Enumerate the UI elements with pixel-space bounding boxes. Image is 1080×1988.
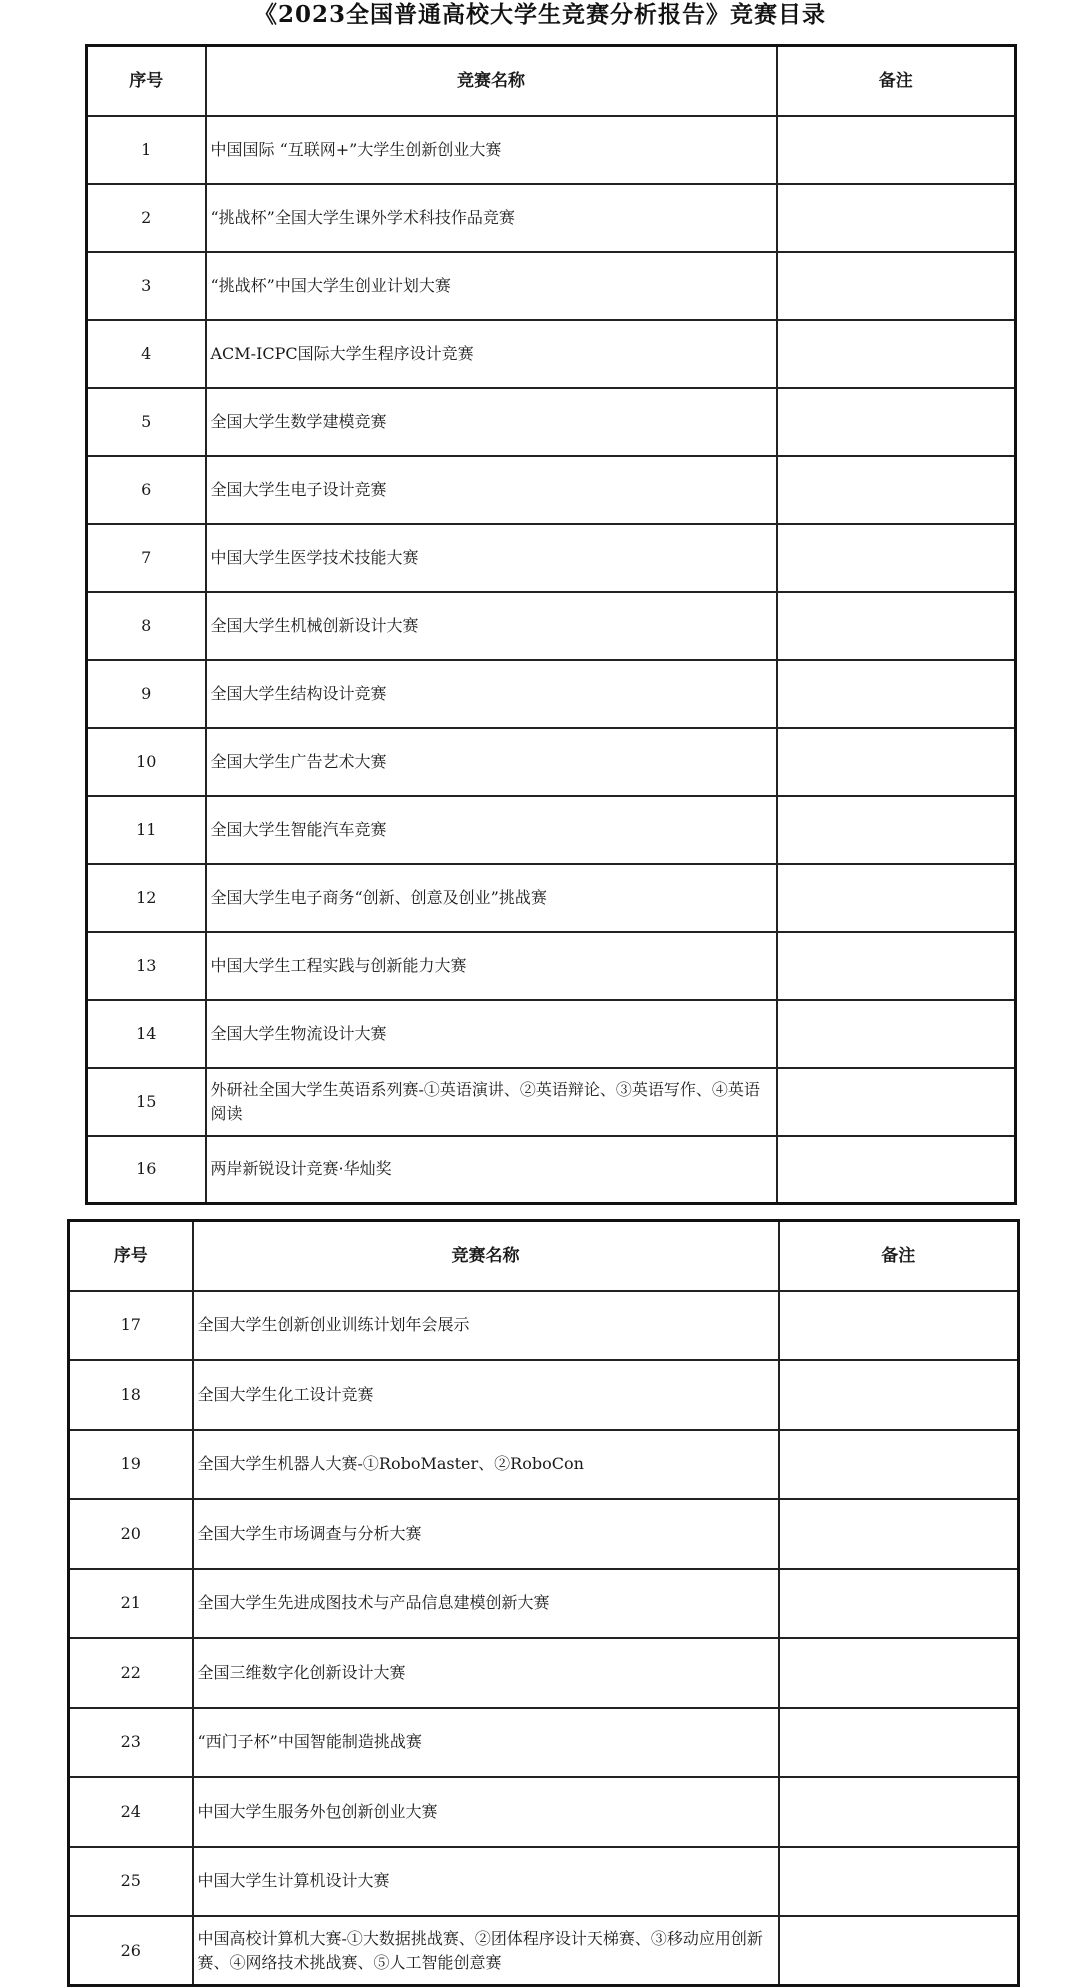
note-cell	[777, 320, 1016, 388]
row-index-cell: 4	[87, 320, 206, 388]
competition-name-cell: “西门子杯”中国智能制造挑战赛	[193, 1708, 779, 1778]
table-row	[69, 1847, 1019, 1917]
competition-name-cell: “挑战杯”全国大学生课外学术科技作品竞赛	[206, 184, 777, 252]
row-index-cell: 16	[87, 1136, 206, 1204]
note-cell	[777, 1000, 1016, 1068]
column-header-index: 序号	[69, 1221, 193, 1291]
note-cell	[777, 728, 1016, 796]
competition-name-cell: ACM-ICPC国际大学生程序设计竞赛	[206, 320, 777, 388]
table-row	[87, 524, 1016, 592]
table-row	[69, 1430, 1019, 1500]
table-row	[87, 388, 1016, 456]
competition-name-cell: 全国大学生广告艺术大赛	[206, 728, 777, 796]
note-cell	[779, 1708, 1019, 1778]
row-index-cell: 2	[87, 184, 206, 252]
note-cell	[777, 660, 1016, 728]
column-header-name: 竞赛名称	[206, 46, 777, 116]
note-cell	[779, 1569, 1019, 1639]
note-cell	[777, 116, 1016, 184]
row-index-cell: 24	[69, 1777, 193, 1847]
table-row	[87, 252, 1016, 320]
table-row	[69, 1708, 1019, 1778]
competition-name-cell: 全国大学生机器人大赛-①RoboMaster、②RoboCon	[193, 1430, 779, 1500]
row-index-cell: 22	[69, 1638, 193, 1708]
competition-table-2	[67, 1219, 1020, 1987]
table-row	[87, 184, 1016, 252]
row-index-cell: 12	[87, 864, 206, 932]
competition-name-cell: 全国大学生物流设计大赛	[206, 1000, 777, 1068]
note-cell	[779, 1291, 1019, 1361]
competition-name-cell: 全国大学生先进成图技术与产品信息建模创新大赛	[193, 1569, 779, 1639]
note-cell	[777, 932, 1016, 1000]
competition-name-cell: 中国大学生服务外包创新创业大赛	[193, 1777, 779, 1847]
table-row	[87, 796, 1016, 864]
note-cell	[779, 1777, 1019, 1847]
table-row	[69, 1360, 1019, 1430]
note-cell	[777, 864, 1016, 932]
note-cell	[777, 388, 1016, 456]
table-row	[87, 1000, 1016, 1068]
table-row	[87, 660, 1016, 728]
note-cell	[777, 252, 1016, 320]
row-index-cell: 3	[87, 252, 206, 320]
column-header-note: 备注	[779, 1221, 1019, 1291]
row-index-cell: 10	[87, 728, 206, 796]
note-cell	[779, 1847, 1019, 1917]
note-cell	[779, 1916, 1019, 1986]
row-index-cell: 17	[69, 1291, 193, 1361]
row-index-cell: 1	[87, 116, 206, 184]
row-index-cell: 19	[69, 1430, 193, 1500]
table-header-row	[87, 46, 1016, 116]
competition-name-cell: 全国大学生数学建模竞赛	[206, 388, 777, 456]
row-index-cell: 5	[87, 388, 206, 456]
row-index-cell: 23	[69, 1708, 193, 1778]
competition-name-cell: 全国大学生结构设计竞赛	[206, 660, 777, 728]
competition-name-cell: 全国大学生创新创业训练计划年会展示	[193, 1291, 779, 1361]
note-cell	[777, 796, 1016, 864]
table-row	[87, 864, 1016, 932]
row-index-cell: 9	[87, 660, 206, 728]
row-index-cell: 14	[87, 1000, 206, 1068]
row-index-cell: 11	[87, 796, 206, 864]
competition-name-cell: 全国大学生电子设计竞赛	[206, 456, 777, 524]
competition-name-cell: 中国大学生计算机设计大赛	[193, 1847, 779, 1917]
table-row	[69, 1777, 1019, 1847]
row-index-cell: 6	[87, 456, 206, 524]
table-row	[69, 1638, 1019, 1708]
table-header-row	[69, 1221, 1019, 1291]
table-row	[69, 1569, 1019, 1639]
table-body	[69, 1291, 1019, 1986]
competition-name-cell: 全国大学生智能汽车竞赛	[206, 796, 777, 864]
row-index-cell: 18	[69, 1360, 193, 1430]
table-body	[87, 116, 1016, 1204]
competition-table-1	[85, 44, 1017, 1205]
competition-name-cell: 全国大学生电子商务“创新、创意及创业”挑战赛	[206, 864, 777, 932]
column-header-note: 备注	[777, 46, 1016, 116]
row-index-cell: 13	[87, 932, 206, 1000]
note-cell	[777, 1068, 1016, 1136]
row-index-cell: 15	[87, 1068, 206, 1136]
note-cell	[779, 1499, 1019, 1569]
row-index-cell: 21	[69, 1569, 193, 1639]
table-row	[87, 932, 1016, 1000]
table-row	[69, 1916, 1019, 1986]
competition-name-cell: 中国高校计算机大赛-①大数据挑战赛、②团体程序设计天梯赛、③移动应用创新赛、④网络技术挑战赛、⑤人工智能创意赛	[193, 1916, 779, 1986]
competition-name-cell: 全国三维数字化创新设计大赛	[193, 1638, 779, 1708]
note-cell	[777, 524, 1016, 592]
row-index-cell: 7	[87, 524, 206, 592]
note-cell	[777, 456, 1016, 524]
note-cell	[777, 184, 1016, 252]
competition-name-cell: 两岸新锐设计竞赛·华灿奖	[206, 1136, 777, 1204]
column-header-index: 序号	[87, 46, 206, 116]
table-row	[87, 320, 1016, 388]
table-row	[87, 456, 1016, 524]
table-row	[69, 1291, 1019, 1361]
competition-name-cell: “挑战杯”中国大学生创业计划大赛	[206, 252, 777, 320]
competition-name-cell: 中国国际 “互联网+”大学生创新创业大赛	[206, 116, 777, 184]
row-index-cell: 20	[69, 1499, 193, 1569]
row-index-cell: 26	[69, 1916, 193, 1986]
note-cell	[779, 1638, 1019, 1708]
table-row	[87, 1068, 1016, 1136]
table-row	[87, 1136, 1016, 1204]
competition-name-cell: 中国大学生医学技术技能大赛	[206, 524, 777, 592]
page-title: 《2023全国普通高校大学生竞赛分析报告》竞赛目录	[253, 1, 826, 28]
note-cell	[779, 1360, 1019, 1430]
competition-name-cell: 全国大学生市场调查与分析大赛	[193, 1499, 779, 1569]
table-row	[87, 116, 1016, 184]
note-cell	[777, 1136, 1016, 1204]
competition-name-cell: 全国大学生化工设计竞赛	[193, 1360, 779, 1430]
column-header-name: 竞赛名称	[193, 1221, 779, 1291]
note-cell	[777, 592, 1016, 660]
row-index-cell: 25	[69, 1847, 193, 1917]
competition-name-cell: 外研社全国大学生英语系列赛-①英语演讲、②英语辩论、③英语写作、④英语阅读	[206, 1068, 777, 1136]
table-row	[69, 1499, 1019, 1569]
table-row	[87, 728, 1016, 796]
row-index-cell: 8	[87, 592, 206, 660]
competition-name-cell: 中国大学生工程实践与创新能力大赛	[206, 932, 777, 1000]
note-cell	[779, 1430, 1019, 1500]
table-row	[87, 592, 1016, 660]
competition-name-cell: 全国大学生机械创新设计大赛	[206, 592, 777, 660]
